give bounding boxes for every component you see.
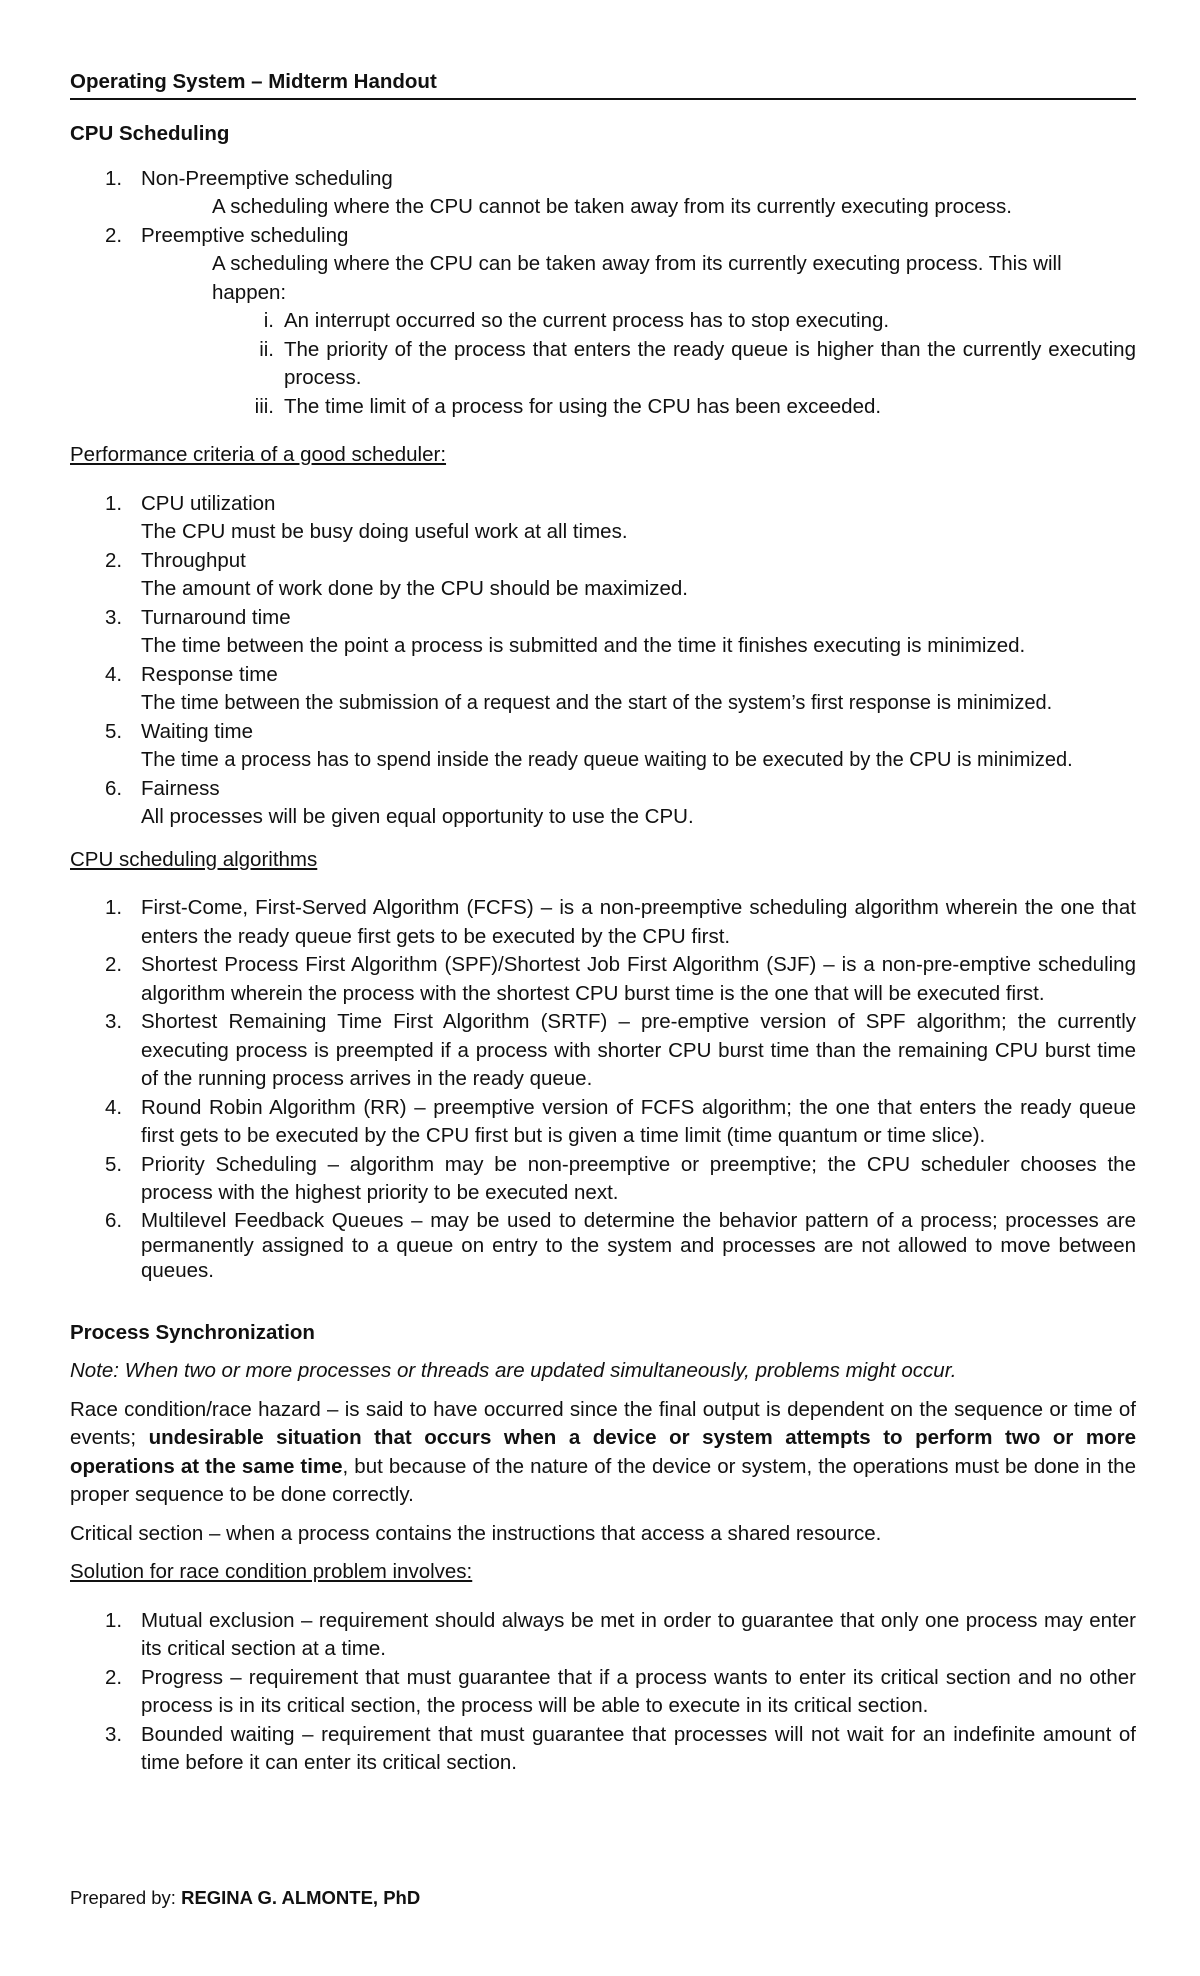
race-text-2: , but because of the nature of the device or system, the operations must be done in the proper sequence to be done correctly. [70, 1454, 1136, 1506]
list-item [70, 604, 1136, 661]
list-label: Waiting time [141, 719, 254, 743]
list-number: 5. [105, 719, 123, 743]
list-desc: A scheduling where the CPU cannot be taken away from its currently executing process. [212, 195, 1012, 218]
list-item [70, 718, 1136, 775]
list-number: 3. [105, 605, 123, 629]
list-desc: All processes will be given equal opportunity to use the CPU. [141, 805, 694, 828]
race-condition-paragraph [70, 1396, 1136, 1510]
list-desc: The amount of work done by the CPU should be maximized. [141, 577, 688, 600]
list-number: 4. [105, 662, 123, 686]
list-number: 2. [105, 548, 123, 572]
list-label: CPU utilization [141, 491, 276, 515]
list-number: 2. [105, 953, 123, 976]
list-text: Round Robin Algorithm (RR) – preemptive version of FCFS algorithm; the one that enters the ready queue first gets to be executed by the CPU first but is given a time limit (time quantum or time slice). [141, 1095, 1136, 1147]
sync-note: Note: When two or more processes or threads are updated simultaneously, problems might occur. [70, 1359, 957, 1382]
preempt-reasons-list [70, 307, 1136, 421]
list-number: i. [263, 309, 274, 332]
section-title-solution: Solution for race condition problem involves: [70, 1560, 473, 1583]
list-number: 6. [105, 776, 123, 800]
list-number: 3. [105, 1722, 123, 1746]
list-number: 6. [105, 1208, 123, 1232]
section-title-performance: Performance criteria of a good scheduler: [70, 443, 447, 466]
list-text: Bounded waiting – requirement that must guarantee that processes will not wait for an indefinite amount of time before it can enter its critical section. [141, 1722, 1136, 1774]
list-number: iii. [254, 394, 274, 418]
list-number: 5. [105, 1152, 123, 1176]
solution-list [70, 1607, 1136, 1778]
section-title-cpu-scheduling: CPU Scheduling [70, 122, 230, 145]
list-item [70, 1094, 1136, 1151]
list-item [70, 547, 1136, 604]
list-number: 1. [105, 166, 123, 190]
list-item [70, 393, 1136, 422]
list-item [70, 490, 1136, 547]
list-text: Progress – requirement that must guarantee that if a process wants to enter its critical section and no other process is in its critical section, the process will be able to execute in its critical section. [141, 1665, 1136, 1717]
list-text: An interrupt occurred so the current process has to stop executing. [284, 309, 890, 332]
list-label: Turnaround time [141, 605, 291, 629]
list-label: Throughput [141, 548, 246, 572]
list-number: 3. [105, 1010, 123, 1033]
list-label: Response time [141, 662, 278, 686]
list-text: Priority Scheduling – algorithm may be non-preemptive or preemptive; the CPU scheduler chooses the process with the highest priority to be executed next. [141, 1152, 1136, 1204]
list-item [70, 222, 1136, 308]
race-text-bold: undesirable situation that occurs when a device or system attempts to perform two or more operations at the same time [70, 1426, 1136, 1478]
list-text: Multilevel Feedback Queues – may be used to determine the behavior pattern of a process; processes are permanently assigned to a queue on entry to the system and processes are not allowed to move between queues. [141, 1208, 1136, 1282]
performance-list [70, 490, 1136, 832]
list-text: Shortest Process First Algorithm (SPF)/Shortest Job First Algorithm (SJF) – is a non-pre-emptive scheduling algorithm wherein the process with the shortest CPU burst time is the one that will be executed first. [141, 953, 1136, 1005]
list-number: 1. [105, 1608, 123, 1632]
list-number: 1. [105, 896, 123, 919]
list-number: ii. [259, 337, 274, 361]
section-title-algorithms: CPU scheduling algorithms [70, 847, 318, 871]
list-number: 4. [105, 1095, 123, 1119]
page-header: Operating System – Midterm Handout [70, 70, 1136, 100]
list-desc: The CPU must be busy doing useful work at all times. [141, 520, 628, 543]
list-item [70, 307, 1136, 336]
list-item [70, 1208, 1136, 1283]
list-item [70, 165, 1136, 222]
list-number: 1. [105, 491, 123, 515]
list-number: 2. [105, 223, 123, 247]
list-item [70, 1008, 1136, 1094]
list-text: The priority of the process that enters the ready queue is higher than the currently executing process. [284, 337, 1136, 389]
list-item [70, 336, 1136, 393]
list-text: Shortest Remaining Time First Algorithm (SRTF) – pre-emptive version of SPF algorithm; the currently executing process is preempted if a process with shorter CPU burst time than the remaining CPU burst time of the running process arrives in the ready queue. [141, 1010, 1136, 1090]
algorithms-list [70, 894, 1136, 1283]
scheduling-types-list [70, 165, 1136, 308]
list-desc: The time a process has to spend inside the ready queue waiting to be executed by the CPU is minimized. [141, 749, 1073, 771]
list-item [70, 894, 1136, 951]
race-text-1: Race condition/race hazard – is said to have occurred since the final output is dependent on the sequence or time of events; [70, 1397, 1136, 1449]
list-item [70, 1664, 1136, 1721]
list-label: Non-Preemptive scheduling [141, 166, 393, 190]
list-desc: A scheduling where the CPU can be taken away from its currently executing process. This will happen: [212, 252, 1062, 304]
content [70, 120, 1136, 1778]
section-title-process-sync: Process Synchronization [70, 1320, 315, 1344]
list-item [70, 775, 1136, 832]
list-item [70, 951, 1136, 1008]
list-item [70, 1721, 1136, 1778]
footer-prefix: Prepared by: [70, 1887, 182, 1908]
critical-section-paragraph: Critical section – when a process contains the instructions that access a shared resource. [70, 1521, 882, 1545]
page-footer [70, 1887, 420, 1909]
list-text: The time limit of a process for using the CPU has been exceeded. [284, 394, 882, 418]
list-item [70, 1607, 1136, 1664]
list-text: First-Come, First-Served Algorithm (FCFS) – is a non-preemptive scheduling algorithm wherein the one that enters the ready queue first gets to be executed by the CPU first. [141, 896, 1136, 948]
list-item [70, 661, 1136, 718]
list-desc: The time between the point a process is submitted and the time it finishes executing is minimized. [141, 634, 1026, 657]
footer-author: REGINA G. ALMONTE, PhD [181, 1887, 421, 1908]
list-label: Preemptive scheduling [141, 223, 349, 247]
list-label: Fairness [141, 776, 220, 800]
list-text: Mutual exclusion – requirement should always be met in order to guarantee that only one process may enter its critical section at a time. [141, 1608, 1136, 1660]
list-number: 2. [105, 1665, 123, 1689]
list-desc: The time between the submission of a request and the start of the system’s first response is minimized. [141, 692, 1053, 714]
list-item [70, 1151, 1136, 1208]
